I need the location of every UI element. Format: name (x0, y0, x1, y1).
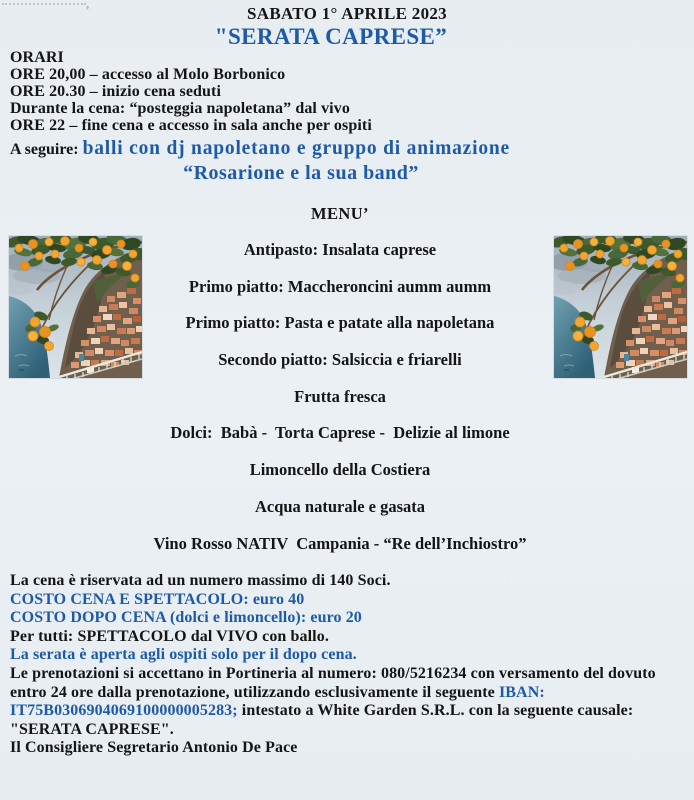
scan-artifact (2, 3, 86, 5)
signature-line: Il Consigliere Segretario Antonio De Pace (10, 739, 298, 757)
menu-item-primo-2: Primo piatto: Pasta e patate alla napoletana (185, 313, 495, 333)
a-seguire-text: balli con dj napoletano e gruppo di animazione (82, 138, 510, 159)
menu-item-frutta: Frutta fresca (294, 386, 386, 406)
footer-line-spettacolo: Per tutti: SPETTACOLO dal VIVO con ballo. (10, 627, 329, 645)
menu-item-secondo: Secondo piatto: Salsiccia e friarelli (218, 350, 462, 370)
reservation-text-1: Le prenotazioni si accettano in Portineria al numero: 080/5216234 con versamento del dovuto entro 24 ore dalla prenotazione, utilizzando esclusivamente il seguente (10, 664, 656, 701)
iban-number: IBAN: IT75B0306904069100000005283; (10, 683, 545, 720)
event-title: "SERATA CAPRESE” (214, 24, 448, 49)
menu-heading: MENU’ (311, 204, 369, 223)
reservation-paragraph (10, 665, 674, 739)
footer-line-ospiti: La serata è aperta agli ospiti solo per il dopo cena. (10, 646, 357, 664)
orari-line: ORE 22 – fine cena e accesso in sala anche per ospiti (10, 117, 372, 134)
menu-item-acqua: Acqua naturale e gasata (254, 496, 426, 516)
orari-line: ORE 20,00 – accesso al Molo Borbonico (10, 66, 286, 83)
orari-line: ORE 20.30 – inizio cena seduti (10, 83, 222, 100)
lemon-coast-photo-right (554, 236, 687, 378)
a-seguire-label: A seguire: (10, 141, 83, 158)
menu-item-vino: Vino Rosso NATIV Campania - “Re dell’Inchiostro” (153, 533, 527, 553)
band-line: “Rosarione e la sua band” (183, 162, 419, 184)
footer-line-costo-cena: COSTO CENA E SPETTACOLO: euro 40 (10, 590, 305, 608)
reservation-text-2: intestato a White Garden S.R.L. con la seguente causale: "SERATA CAPRESE". (10, 702, 634, 738)
menu-item-primo-1: Primo piatto: Maccheroncini aumm aumm (188, 276, 492, 296)
orari-line: Durante la cena: “posteggia napoletana” dal vivo (10, 100, 350, 117)
info-footer (10, 572, 686, 758)
a-seguire-line (10, 137, 694, 162)
lemon-coast-photo-left (9, 236, 142, 378)
scan-artifact-mark: , (86, 0, 90, 11)
orari-heading: ORARI (10, 49, 64, 66)
footer-line-costo-dopocena: COSTO DOPO CENA (dolci e limoncello): euro 20 (10, 609, 362, 627)
menu-item-limoncello: Limoncello della Costiera (249, 460, 431, 480)
menu-item-antipasto: Antipasto: Insalata caprese (243, 240, 437, 259)
menu-item-dolci: Dolci: Babà - Torta Caprese - Delizie al limone (170, 423, 510, 443)
event-date: SABATO 1° APRILE 2023 (247, 4, 447, 23)
footer-line-capacity: La cena è riservata ad un numero massimo di 140 Soci. (10, 572, 391, 589)
